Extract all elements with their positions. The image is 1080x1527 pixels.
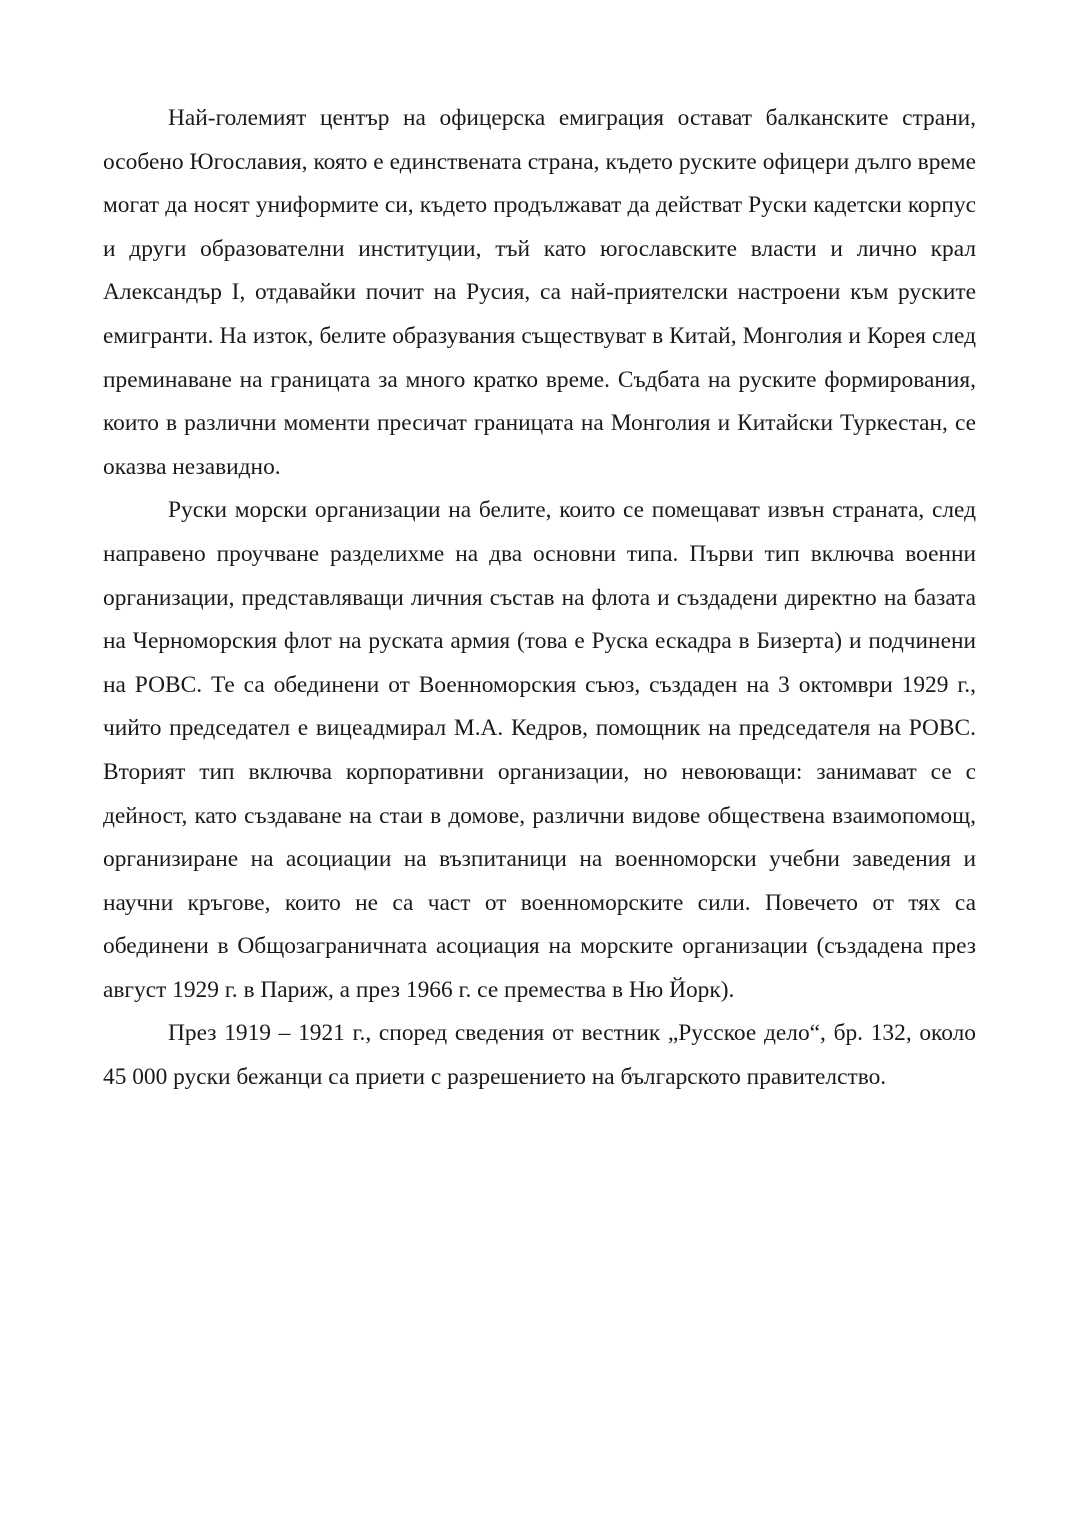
paragraph-officer-emigration: Най-големият център на офицерска емиграция остават балканските страни, особено Югославия, която е единствената страна, където руските офицери дълго време могат да носят униформите си, където продължават да действат Руски кадетски корпус и други образователни институции, тъй като югославските власти и лично крал Александър I, отдавайки почит на Русия, са най-приятелски настроени към руските емигранти. На изток, белите образувания съществуват в Китай, Монголия и Корея след преминаване на границата за много кратко време. Съдбата на руските формирования, които в различни моменти пресичат границата на Монголия и Китайски Туркестан, се оказва незавидно. — [103, 105, 976, 480]
paragraph-refugees-bulgaria: През 1919 – 1921 г., според сведения от вестник „Русское дело“, бр. 132, около 45 000 руски бежанци са приети с разрешението на българското правителство. — [103, 1020, 976, 1091]
paragraph-naval-organizations: Руски морски организации на белите, които се помещават извън страната, след направено проучване разделихме на два основни типа. Първи тип включва военни организации, представляващи личния състав на флота и създадени директно на базата на Черноморския флот на руската армия (това е Руска ескадра в Бизерта) и подчинени на РОВС. Те са обединени от Военноморския съюз, създаден на 3 октомври 1929 г., чийто председател е вицеадмирал М.А. Кедров, помощник на председателя на РОВС. Вторият тип включва корпоративни организации, но невоюващи: занимават се с дейност, като създаване на стаи в домове, различни видове обществена взаимопомощ, организиране на асоциации на възпитаници на военноморски учебни заведения и научни кръгове, които не са част от военноморските сили. Повечето от тях са обединени в Общозаграничната асоциация на морските организации (създадена през август 1929 г. в Париж, а през 1966 г. се премества в Ню Йорк). — [103, 497, 976, 1003]
document-body — [103, 97, 976, 1100]
